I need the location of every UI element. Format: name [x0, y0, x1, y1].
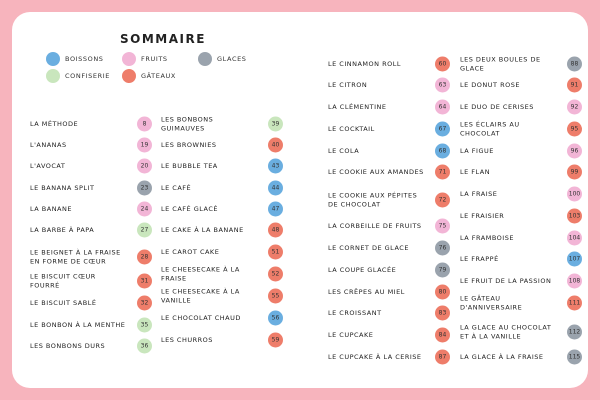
toc-entry-title: L'ANANAS [30, 140, 67, 149]
page-number-badge: 99 [567, 165, 582, 180]
toc-entry[interactable] [161, 202, 283, 216]
toc-entry[interactable] [161, 245, 283, 259]
page-number-badge: 36 [137, 339, 152, 354]
toc-entry-title: LE COCKTAIL [328, 124, 375, 133]
toc-entry-title: LE CUPCAKE [328, 330, 374, 339]
page-number-badge: 55 [268, 289, 283, 304]
toc-entry[interactable] [328, 78, 450, 92]
toc-entry-title: LE BONBON À LA MENTHE [30, 320, 126, 329]
page-number-badge: 112 [567, 325, 582, 340]
toc-entry[interactable] [161, 159, 283, 173]
toc-entry-title: LE DONUT ROSE [460, 80, 520, 89]
page-number-badge: 56 [268, 311, 283, 326]
toc-entry[interactable] [460, 187, 582, 201]
page-number-badge: 104 [567, 231, 582, 246]
toc-entry-title: LA GLACE AU CHOCOLAT ET À LA VANILLE [460, 323, 552, 340]
toc-entry[interactable] [161, 117, 283, 131]
page-number-badge: 28 [137, 250, 152, 265]
page-number-badge: 48 [268, 223, 283, 238]
page-number-badge: 108 [567, 274, 582, 289]
page-number-badge: 27 [137, 223, 152, 238]
toc-entry[interactable] [328, 328, 450, 342]
toc-entry-title: LE COLA [328, 146, 360, 155]
page-number-badge: 88 [567, 57, 582, 72]
toc-entry[interactable] [460, 231, 582, 245]
legend-item-glaces [198, 52, 247, 66]
toc-entry[interactable] [30, 274, 152, 288]
toc-entry[interactable] [161, 138, 283, 152]
page-number-badge: 31 [137, 274, 152, 289]
toc-entry-title: LE CHEESECAKE À LA FRAISE [161, 265, 240, 282]
toc-entry[interactable] [328, 285, 450, 299]
toc-entry[interactable] [328, 219, 450, 233]
toc-entry-title: LE CHOCOLAT CHAUD [161, 313, 241, 322]
page-number-badge: 72 [435, 193, 450, 208]
page-number-badge: 43 [268, 159, 283, 174]
toc-entry[interactable] [328, 306, 450, 320]
toc-entry[interactable] [460, 350, 582, 364]
page-number-badge: 83 [435, 306, 450, 321]
page-number-badge: 92 [567, 100, 582, 115]
page-number-badge: 100 [567, 187, 582, 202]
toc-entry-title: LE CROISSANT [328, 308, 382, 317]
toc-entry-title: LE FRAISIER [460, 211, 505, 220]
toc-entry-title: LE CORNET DE GLACE [328, 243, 409, 252]
legend-item-fruits [122, 52, 168, 66]
page-number-badge: 95 [567, 122, 582, 137]
page-number-badge: 59 [268, 333, 283, 348]
toc-entry[interactable] [161, 181, 283, 195]
toc-entry[interactable] [460, 57, 582, 71]
page-number-badge: 24 [137, 202, 152, 217]
toc-entry[interactable] [161, 333, 283, 347]
page-number-badge: 23 [137, 181, 152, 196]
toc-entry[interactable] [328, 350, 450, 364]
page-number-badge: 91 [567, 78, 582, 93]
page-number-badge: 44 [268, 181, 283, 196]
toc-entry-title: LE CAFÉ GLACÉ [161, 204, 218, 213]
toc-entry[interactable] [161, 311, 283, 325]
toc-entry[interactable] [460, 144, 582, 158]
legend-item-gateaux [122, 69, 176, 83]
toc-entry[interactable] [460, 209, 582, 223]
toc-entry-title: LE BISCUIT SABLÉ [30, 298, 97, 307]
page-number-badge: 20 [137, 159, 152, 174]
legend-dot-gateaux [122, 69, 136, 83]
legend-label-confiserie: CONFISERIE [65, 72, 110, 80]
toc-entry[interactable] [328, 144, 450, 158]
toc-entry-title: LA MÉTHODE [30, 119, 79, 128]
toc-entry-title: LA COUPE GLACÉE [328, 265, 397, 274]
toc-entry[interactable] [460, 165, 582, 179]
toc-entry[interactable] [328, 57, 450, 71]
toc-entry-title: LE BISCUIT CŒUR FOURRÉ [30, 272, 96, 289]
toc-entry-title: LA FRAMBOISE [460, 233, 514, 242]
page-number-badge: 67 [435, 122, 450, 137]
toc-entry[interactable] [30, 159, 152, 173]
legend-dot-glaces [198, 52, 212, 66]
contents-page [12, 12, 588, 388]
page-number-badge: 107 [567, 252, 582, 267]
toc-entry-title: LES CRÊPES AU MIEL [328, 287, 405, 296]
legend-dot-boissons [46, 52, 60, 66]
legend-item-boissons [46, 52, 104, 66]
page-number-badge: 63 [435, 78, 450, 93]
legend-dot-fruits [122, 52, 136, 66]
toc-entry-title: LES DEUX BOULES DE GLACE [460, 55, 541, 72]
toc-entry-title: LE FRUIT DE LA PASSION [460, 276, 552, 285]
page-number-badge: 84 [435, 328, 450, 343]
page-number-badge: 64 [435, 100, 450, 115]
toc-entry-title: LES BONBONS GUIMAUVES [161, 115, 214, 132]
toc-entry[interactable] [161, 267, 283, 281]
legend-label-gateaux: GÂTEAUX [141, 72, 176, 80]
legend-item-confiserie [46, 69, 110, 83]
toc-entry-title: LE BANANA SPLIT [30, 183, 95, 192]
page-number-badge: 87 [435, 350, 450, 365]
toc-entry[interactable] [328, 122, 450, 136]
toc-entry[interactable] [460, 296, 582, 310]
toc-entry[interactable] [460, 100, 582, 114]
toc-entry-title: LE BUBBLE TEA [161, 161, 218, 170]
toc-entry-title: L'AVOCAT [30, 161, 66, 170]
toc-entry[interactable] [30, 339, 152, 353]
toc-entry-title: LE BEIGNET À LA FRAISE EN FORME DE CŒUR [30, 248, 121, 265]
toc-entry[interactable] [460, 78, 582, 92]
toc-entry[interactable] [30, 318, 152, 332]
toc-entry[interactable] [460, 252, 582, 266]
page-number-badge: 52 [268, 267, 283, 282]
toc-entry[interactable] [460, 274, 582, 288]
page-number-badge: 32 [137, 296, 152, 311]
toc-entry-title: LES CHURROS [161, 335, 213, 344]
toc-entry[interactable] [30, 181, 152, 195]
toc-entry[interactable] [30, 117, 152, 131]
toc-entry[interactable] [460, 320, 582, 344]
page-number-badge: 71 [435, 165, 450, 180]
toc-entry-title: LE CITRON [328, 80, 368, 89]
toc-entry-title: LA BANANE [30, 204, 72, 213]
toc-entry[interactable] [30, 245, 152, 269]
page-number-badge: 115 [567, 350, 582, 365]
toc-entry-title: LE COOKIE AUX AMANDES [328, 167, 424, 176]
toc-entry-title: LE GÂTEAU D'ANNIVERSAIRE [460, 294, 523, 311]
toc-entry[interactable] [460, 122, 582, 136]
page-number-badge: 8 [137, 117, 152, 132]
toc-entry-title: LE COOKIE AUX PÉPITES DE CHOCOLAT [328, 191, 418, 208]
page-number-badge: 80 [435, 285, 450, 300]
page-title: SOMMAIRE [120, 32, 206, 46]
toc-entry[interactable] [30, 296, 152, 310]
page-number-badge: 79 [435, 263, 450, 278]
toc-entry-title: LE DUO DE CERISES [460, 102, 534, 111]
page-number-badge: 35 [137, 318, 152, 333]
toc-entry-title: LES ÉCLAIRS AU CHOCOLAT [460, 120, 520, 137]
page-number-badge: 111 [567, 296, 582, 311]
toc-entry-title: LA GLACE À LA FRAISE [460, 352, 544, 361]
page-number-badge: 96 [567, 144, 582, 159]
page-number-badge: 19 [137, 138, 152, 153]
page-number-badge: 60 [435, 57, 450, 72]
toc-entry-title: LE FLAN [460, 167, 491, 176]
legend-label-fruits: FRUITS [141, 55, 168, 63]
toc-entry[interactable] [161, 289, 283, 303]
page-number-badge: 47 [268, 202, 283, 217]
toc-entry[interactable] [30, 138, 152, 152]
toc-entry-title: LE CUPCAKE À LA CERISE [328, 352, 422, 361]
legend-label-boissons: BOISSONS [65, 55, 104, 63]
toc-entry-title: LA FRAISE [460, 189, 498, 198]
toc-entry-title: LE CAROT CAKE [161, 247, 220, 256]
toc-entry[interactable] [328, 263, 450, 277]
toc-entry[interactable] [328, 165, 450, 179]
page-number-badge: 39 [268, 117, 283, 132]
toc-entry-title: LA FIGUE [460, 146, 494, 155]
toc-entry-title: LE CAKE À LA BANANE [161, 225, 244, 234]
toc-entry[interactable] [161, 223, 283, 237]
page-number-badge: 75 [435, 219, 450, 234]
toc-entry[interactable] [328, 188, 450, 212]
toc-entry-title: LE CINNAMON ROLL [328, 59, 401, 68]
page-number-badge: 68 [435, 144, 450, 159]
legend-label-glaces: GLACES [217, 55, 247, 63]
page-number-badge: 51 [268, 245, 283, 260]
legend-dot-confiserie [46, 69, 60, 83]
toc-entry-title: LA CLÉMENTINE [328, 102, 387, 111]
toc-entry-title: LE FRAPPÉ [460, 254, 499, 263]
toc-entry-title: LES BONBONS DURS [30, 341, 106, 350]
toc-entry[interactable] [328, 100, 450, 114]
toc-entry[interactable] [328, 241, 450, 255]
toc-entry[interactable] [30, 223, 152, 237]
page-number-badge: 103 [567, 209, 582, 224]
page-number-badge: 40 [268, 138, 283, 153]
toc-entry[interactable] [30, 202, 152, 216]
page-number-badge: 76 [435, 241, 450, 256]
toc-entry-title: LA BARBE À PAPA [30, 225, 95, 234]
toc-entry-title: LA CORBEILLE DE FRUITS [328, 221, 422, 230]
toc-entry-title: LE CAFÉ [161, 183, 192, 192]
toc-entry-title: LES BROWNIES [161, 140, 217, 149]
toc-entry-title: LE CHEESECAKE À LA VANILLE [161, 287, 240, 304]
